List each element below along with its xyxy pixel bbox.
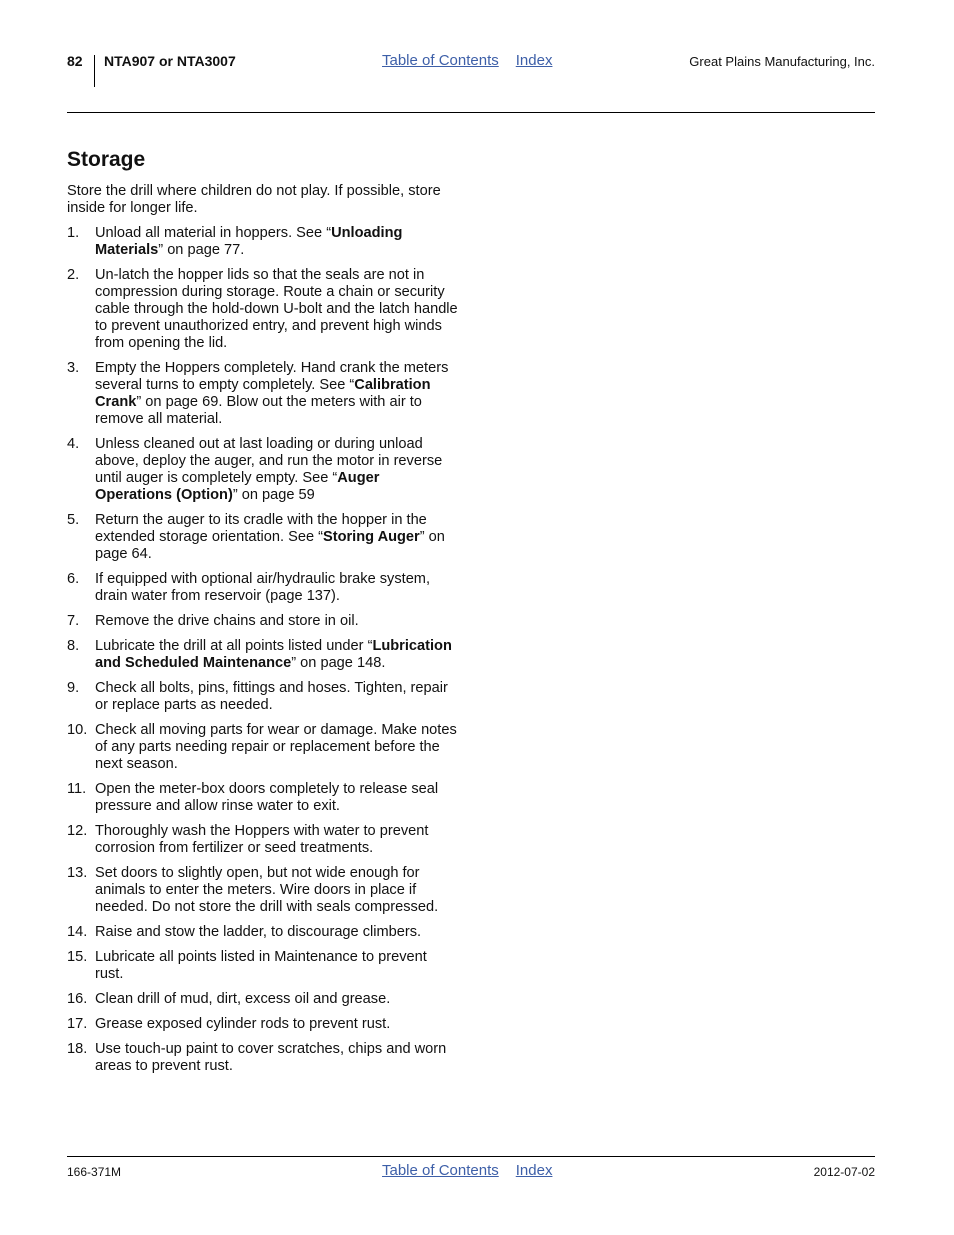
step-number: 13. <box>67 865 88 881</box>
header-divider <box>94 55 95 87</box>
footer-nav <box>382 1162 552 1179</box>
list-item <box>67 991 459 1008</box>
document-id: 166-371M <box>67 1165 122 1179</box>
step-text: ” on page 59 <box>232 487 315 503</box>
step-text: Lubricate the drill at all points listed under “ <box>95 638 373 654</box>
company-name: Great Plains Manufacturing, Inc. <box>689 54 875 69</box>
step-number: 12. <box>67 823 88 839</box>
header-rule <box>67 112 875 113</box>
step-text: Clean drill of mud, dirt, excess oil and grease. <box>95 991 391 1007</box>
step-number: 5. <box>67 512 80 528</box>
step-text: Un-latch the hopper lids so that the seals are not in compression during storage. Route a chain or security cable through the hold-down U-bolt and the latch handle to prevent unauthorized entry, and prevent high winds from opening the lid. <box>95 267 458 351</box>
step-text: Open the meter-box doors completely to release seal pressure and allow rinse water to exit. <box>95 781 439 814</box>
table-of-contents-link[interactable]: Table of Contents <box>382 1162 499 1179</box>
list-item <box>67 436 459 504</box>
list-item <box>67 638 459 672</box>
step-number: 18. <box>67 1041 88 1057</box>
page-number: 82 <box>67 53 83 69</box>
step-number: 17. <box>67 1016 88 1032</box>
cross-reference: Auger Operations (Option) <box>95 470 380 503</box>
document-title: NTA907 or NTA3007 <box>104 53 236 69</box>
list-item <box>67 571 459 605</box>
step-number: 3. <box>67 360 80 376</box>
step-number: 14. <box>67 924 88 940</box>
step-text: Return the auger to its cradle with the hopper in the extended storage orientation. See “ <box>95 512 427 545</box>
cross-reference: Storing Auger <box>322 529 420 545</box>
intro-paragraph: Store the drill where children do not play. If possible, store inside for longer life. <box>67 183 441 216</box>
step-text: If equipped with optional air/hydraulic brake system, drain water from reservoir (page 137). <box>95 571 431 604</box>
step-text: Check all moving parts for wear or damage. Make notes of any parts needing repair or replacement before the next season. <box>95 722 457 772</box>
step-text: Raise and stow the ladder, to discourage climbers. <box>95 924 422 940</box>
list-item <box>67 722 459 773</box>
index-link[interactable]: Index <box>515 1162 553 1179</box>
index-link[interactable]: Index <box>515 52 553 69</box>
step-number: 2. <box>67 267 80 283</box>
list-item <box>67 924 459 941</box>
step-number: 8. <box>67 638 80 654</box>
step-text: Check all bolts, pins, fittings and hoses. Tighten, repair or replace parts as needed. <box>95 680 448 713</box>
list-item <box>67 1016 459 1033</box>
step-text: ” on page 148. <box>291 655 386 671</box>
step-text: Unload all material in hoppers. See “ <box>95 225 332 241</box>
step-number: 1. <box>67 225 80 241</box>
step-text: Remove the drive chains and store in oil. <box>95 613 359 629</box>
cross-reference: Unloading Materials <box>95 225 403 258</box>
step-number: 9. <box>67 680 80 696</box>
document-date: 2012-07-02 <box>813 1165 875 1179</box>
step-text: Use touch-up paint to cover scratches, chips and worn areas to prevent rust. <box>95 1041 447 1074</box>
step-number: 15. <box>67 949 88 965</box>
list-item <box>67 360 459 428</box>
list-item <box>67 1041 459 1075</box>
list-item <box>67 865 459 916</box>
step-text: Lubricate all points listed in Maintenance to prevent rust. <box>95 949 427 982</box>
cross-reference: Calibration Crank <box>95 377 431 410</box>
footer-rule <box>67 1156 875 1157</box>
list-item <box>67 613 459 630</box>
list-item <box>67 512 459 563</box>
step-text: Set doors to slightly open, but not wide enough for animals to enter the meters. Wire doors in place if needed. Do not store the drill with seals compressed. <box>95 865 439 915</box>
step-number: 7. <box>67 613 80 629</box>
list-item <box>67 781 459 815</box>
step-text: ” on page 64. <box>95 529 445 562</box>
step-text: ” on page 69. Blow out the meters with air to remove all material. <box>95 394 422 427</box>
list-item <box>67 680 459 714</box>
list-item <box>67 225 459 259</box>
header-nav <box>382 52 552 69</box>
step-number: 11. <box>67 781 87 797</box>
step-number: 4. <box>67 436 80 452</box>
step-number: 10. <box>67 722 88 738</box>
step-text: Grease exposed cylinder rods to prevent rust. <box>95 1016 391 1032</box>
step-number: 16. <box>67 991 88 1007</box>
step-text: Thoroughly wash the Hoppers with water to prevent corrosion from fertilizer or seed treatments. <box>95 823 429 856</box>
list-item <box>67 823 459 857</box>
main-content <box>67 183 459 1083</box>
cross-reference: Lubrication and Scheduled Maintenance <box>95 638 452 671</box>
step-number: 6. <box>67 571 80 587</box>
step-text: ” on page 77. <box>158 242 245 258</box>
storage-steps-list <box>67 225 459 1075</box>
list-item <box>67 949 459 983</box>
list-item <box>67 267 459 352</box>
section-title: Storage <box>67 148 146 171</box>
table-of-contents-link[interactable]: Table of Contents <box>382 52 499 69</box>
step-text: Empty the Hoppers completely. Hand crank the meters several turns to empty completely. See “ <box>95 360 449 393</box>
step-text: Unless cleaned out at last loading or during unload above, deploy the auger, and run the motor in reverse until auger is completely empty. See “ <box>95 436 443 486</box>
